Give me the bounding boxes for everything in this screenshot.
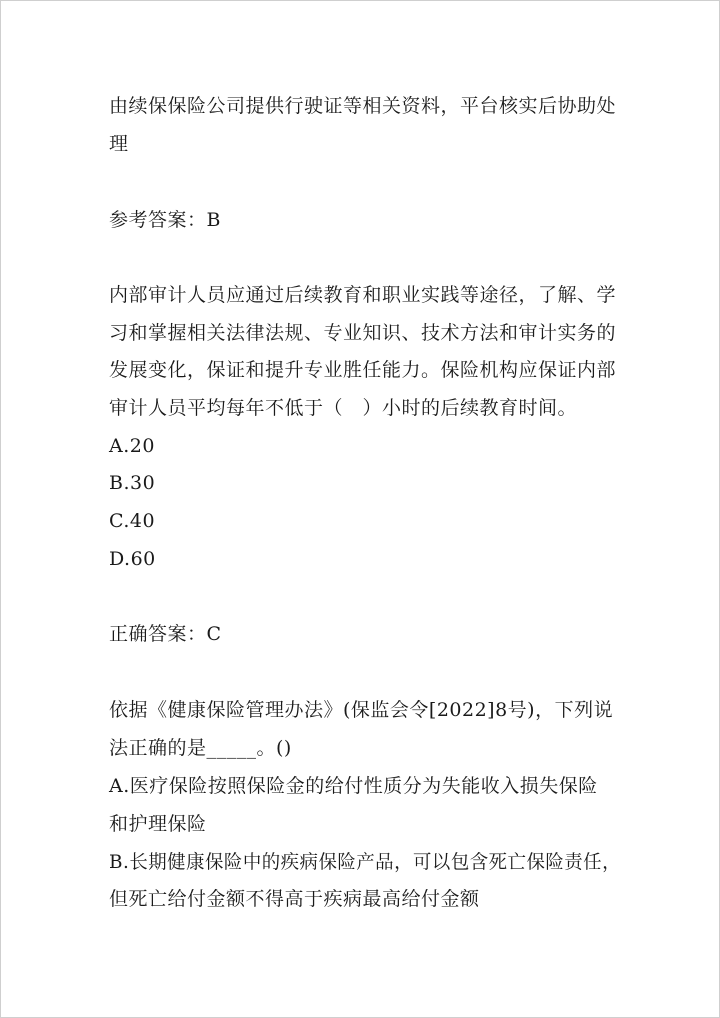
option-b-continued: 但死亡给付金额不得高于疾病最高给付金额 bbox=[109, 888, 480, 910]
option-a: A.20 bbox=[109, 435, 155, 457]
option-c: C.40 bbox=[109, 510, 156, 532]
text-line: 理 bbox=[109, 133, 129, 155]
option-a: A.医疗保险按照保险金的给付性质分为失能收入损失保险 bbox=[109, 775, 598, 797]
question-line: 内部审计人员应通过后续教育和职业实践等途径，了解、学 bbox=[109, 284, 617, 306]
option-b: B.30 bbox=[109, 472, 156, 494]
question-line: 发展变化，保证和提升专业胜任能力。保险机构应保证内部 bbox=[109, 359, 617, 381]
text-line: 正确答案：C bbox=[109, 623, 222, 645]
question-line: 审计人员平均每年不低于（ ）小时的后续教育时间。 bbox=[109, 397, 578, 419]
option-d: D.60 bbox=[109, 548, 156, 570]
question-line: 依据《健康保险管理办法》(保监会令[2022]8号)，下列说 bbox=[109, 699, 614, 721]
text-line: 由续保保险公司提供行驶证等相关资料，平台核实后协助处 bbox=[109, 95, 617, 117]
option-b: B.长期健康保险中的疾病保险产品，可以包含死亡保险责任， bbox=[109, 851, 622, 873]
question-line: 习和掌握相关法律法规、专业知识、技术方法和审计实务的 bbox=[109, 322, 617, 344]
question-line: 法正确的是_____。() bbox=[109, 737, 292, 759]
option-a-continued: 和护理保险 bbox=[109, 813, 207, 835]
text-line: 参考答案：B bbox=[109, 209, 221, 231]
